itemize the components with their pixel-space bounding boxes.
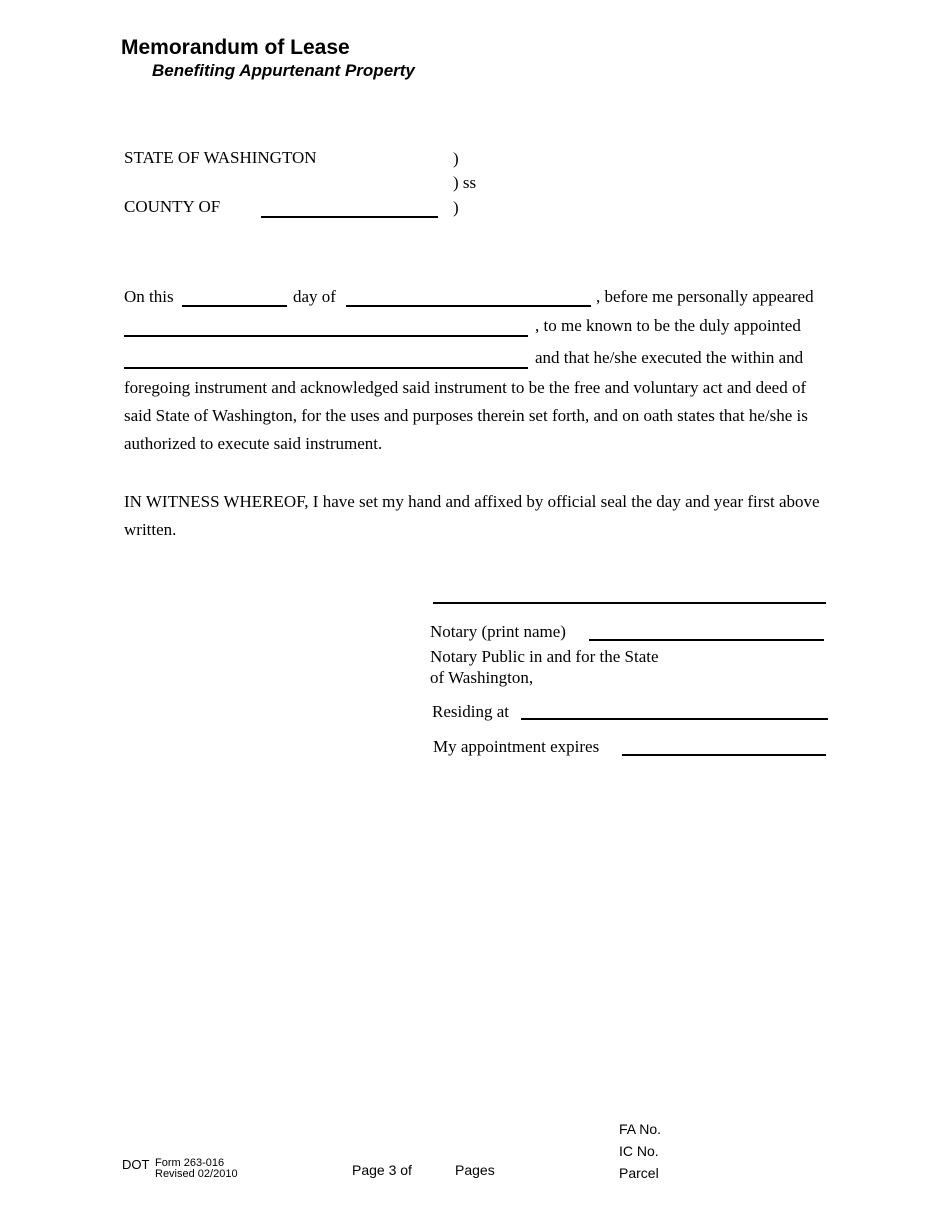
footer-dot: DOT — [122, 1157, 150, 1172]
venue-paren-ss: ) ss — [453, 173, 477, 192]
day-blank[interactable] — [182, 305, 287, 307]
appeared-text: , before me personally appeared — [596, 287, 814, 306]
executed-text: and that he/she executed the within and — [535, 348, 804, 367]
notary-public-line-2: of Washington, — [430, 668, 534, 687]
residing-at-label: Residing at — [432, 702, 509, 721]
appearing-person-blank[interactable] — [124, 335, 528, 337]
footer-fa-no: FA No. — [619, 1121, 662, 1137]
notary-print-name-label: Notary (print name) — [430, 622, 566, 641]
footer-pages-label: Pages — [455, 1162, 495, 1178]
document-subtitle: Benefiting Appurtenant Property — [152, 61, 415, 80]
county-label: COUNTY OF — [124, 197, 221, 216]
notary-print-name-blank[interactable] — [589, 639, 824, 641]
document-title: Memorandum of Lease — [121, 36, 350, 59]
acknowledgment-body: foregoing instrument and acknowledged said instrument to be the free and voluntary act and deed of said State of Washington, for the uses and purposes therein set forth, and on oath states that he/she is authorized to execute said instrument. — [124, 378, 808, 453]
footer-form-number: Form 263-016 — [155, 1157, 225, 1169]
witness-statement: IN WITNESS WHEREOF, I have set my hand and affixed by official seal the day and year first above written. — [124, 492, 820, 539]
state-label: STATE OF WASHINGTON — [124, 148, 317, 167]
venue-paren-bottom: ) — [453, 198, 459, 217]
residing-at-blank[interactable] — [521, 718, 828, 720]
notary-public-line-1: Notary Public in and for the State — [430, 647, 659, 666]
appointment-expires-label: My appointment expires — [433, 737, 600, 756]
on-this-label: On this — [124, 287, 174, 306]
footer-page-label: Page 3 of — [352, 1162, 412, 1178]
day-of-label: day of — [293, 287, 336, 306]
appointment-expires-blank[interactable] — [622, 754, 826, 756]
footer-ic-no: IC No. — [619, 1143, 659, 1159]
venue-paren-top: ) — [453, 149, 459, 168]
footer-revised: Revised 02/2010 — [155, 1168, 238, 1180]
notary-signature-line[interactable] — [433, 602, 826, 604]
appointed-title-blank[interactable] — [124, 367, 528, 369]
known-text: , to me known to be the duly appointed — [535, 316, 801, 335]
month-year-blank[interactable] — [346, 305, 591, 307]
footer-parcel: Parcel — [619, 1165, 659, 1181]
county-blank[interactable] — [261, 216, 438, 218]
